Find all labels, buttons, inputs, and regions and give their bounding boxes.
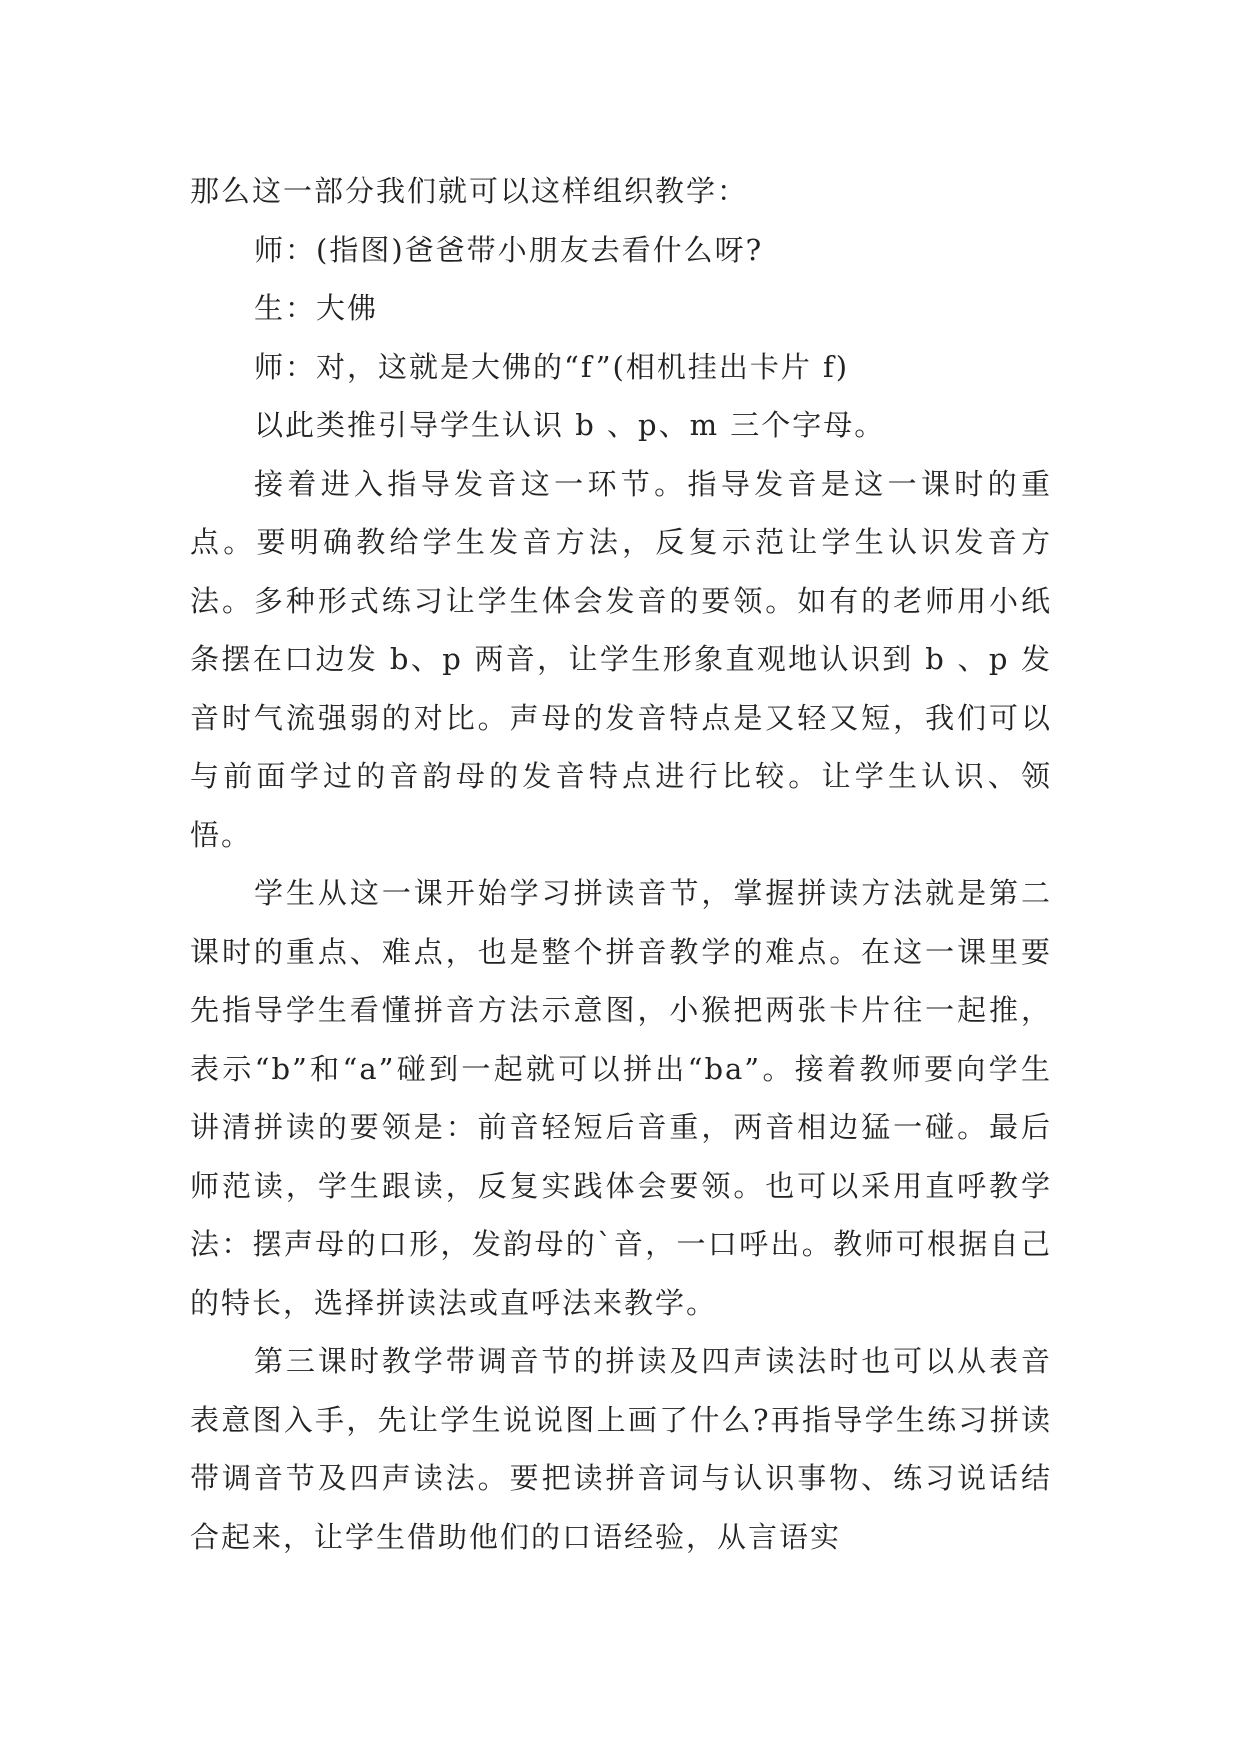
document-body xyxy=(190,162,1052,1566)
dialogue-teacher-question: 师：(指图)爸爸带小朋友去看什么呀? xyxy=(254,232,764,267)
paragraph-third-lesson: 第三课时教学带调音节的拼读及四声读法时也可以从表音表意图入手，先让学生说说图上画了什么?再指导学生练习拼读带调音节及四声读法。要把读拼音词与认识事物、练习说话结合起来，让学生借助他们的口语经验，从言语实 xyxy=(190,1344,1052,1554)
dialogue-teacher-response: 师：对，这就是大佛的“f”(相机挂出卡片 f) xyxy=(254,349,850,384)
paragraph-intro: 那么这一部分我们就可以这样组织教学： xyxy=(190,174,749,208)
paragraph-pronunciation: 接着进入指导发音这一环节。指导发音是这一课时的重点。要明确教给学生发音方法，反复示范让学生认识发音方法。多种形式练习让学生体会发音的要领。如有的老师用小纸条摆在口边发 b、p 两音，让学生形象直观地认识到 b 、p 发音时气流强弱的对比。声母的发音特点是又轻又短，我们可以与前面学过的音韵母的发音特点进行比较。让学生认识、领悟。 xyxy=(190,466,1052,852)
paragraph-analogy: 以此类推引导学生认识 b 、p、m 三个字母。 xyxy=(254,408,886,442)
dialogue-student-answer: 生：大佛 xyxy=(254,291,379,325)
paragraph-spelling: 学生从这一课开始学习拼读音节，掌握拼读方法就是第二课时的重点、难点，也是整个拼音教学的难点。在这一课里要先指导学生看懂拼音方法示意图，小猴把两张卡片往一起推，表示“b”和“a”碰到一起就可以拼出“ba”。接着教师要向学生讲清拼读的要领是：前音轻短后音重，两音相边猛一碰。最后师范读，学生跟读，反复实践体会要领。也可以采用直呼教学法：摆声母的口形，发韵母的`音，一口呼出。教师可根据自己的特长，选择拼读法或直呼法来教学。 xyxy=(190,876,1052,1320)
